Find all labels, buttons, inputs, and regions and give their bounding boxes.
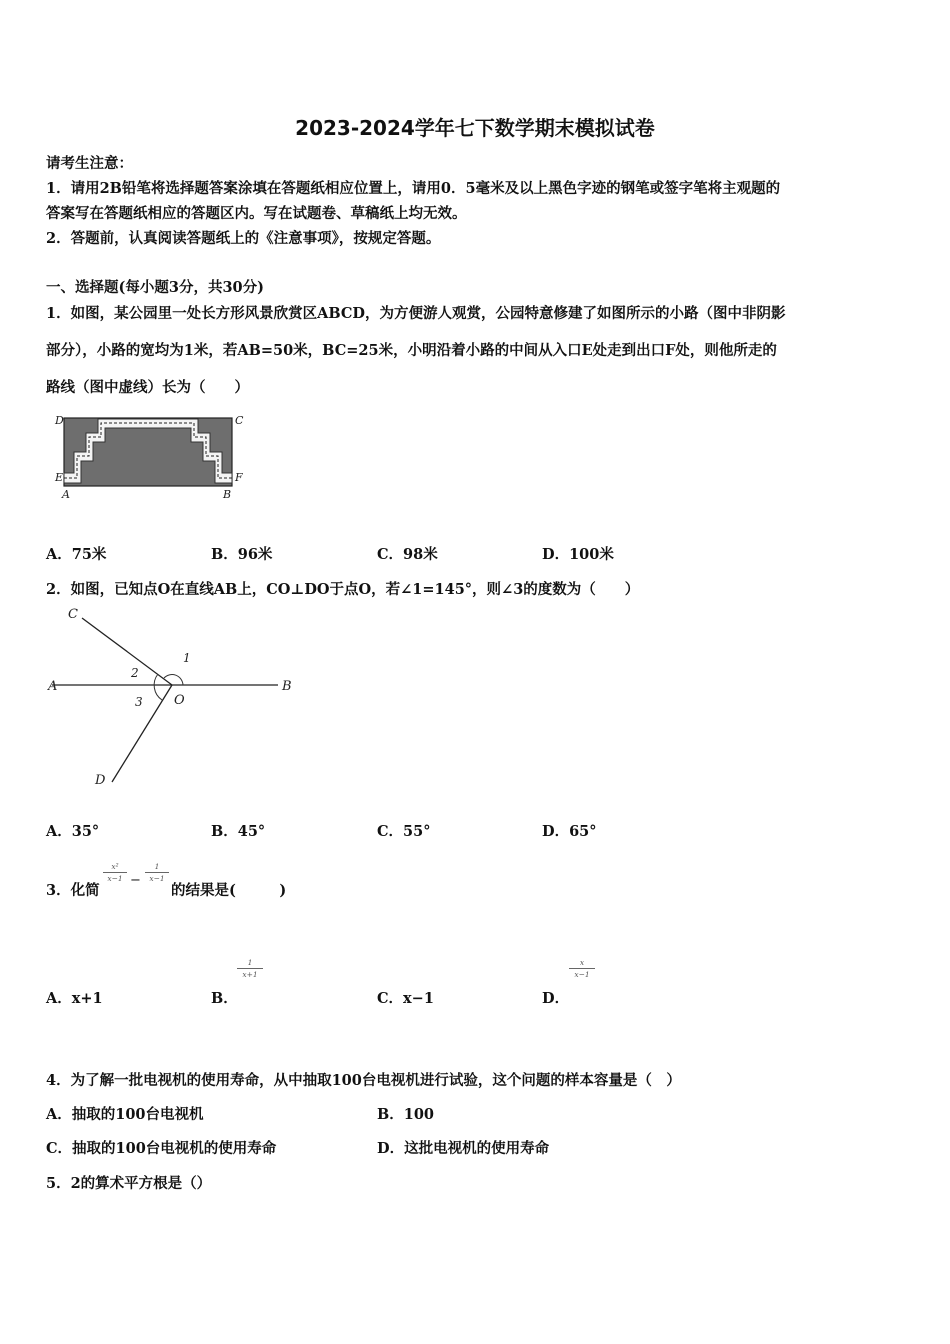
q4-option-b[interactable]: B．100: [377, 1106, 435, 1123]
q1-line-3: 路线（图中虚线）长为（ ）: [46, 379, 249, 396]
q3-optd-den: x−1: [574, 970, 590, 979]
q1-label-F: F: [235, 471, 243, 484]
notice-line-1b: 答案写在答题纸相应的答题区内。写在试题卷、草稿纸上均无效。: [46, 205, 467, 222]
q4-option-c[interactable]: C．抽取的100台电视机的使用寿命: [46, 1140, 277, 1157]
q3-option-a[interactable]: A．x+1: [46, 990, 103, 1007]
q3-fraction-2: [145, 862, 169, 883]
q2-label-O: O: [174, 693, 185, 708]
q2-ray-oc: [82, 618, 172, 685]
q4-text: 4．为了解一批电视机的使用寿命，从中抽取100台电视机进行试验，这个问题的样本容量是（ ）: [46, 1072, 681, 1089]
q2-option-d[interactable]: D．65°: [542, 823, 597, 840]
q2-angle23-arc: [154, 674, 162, 700]
q2-label-C: C: [68, 607, 78, 622]
q1-label-A: A: [62, 488, 70, 501]
q3-minus: −: [130, 873, 141, 888]
q3-option-b[interactable]: B．: [211, 990, 238, 1007]
q2-figure: [44, 600, 304, 790]
q3-frac1-den: x−1: [107, 874, 123, 883]
q2-label-1: 1: [183, 651, 191, 665]
q3-frac2-den: x−1: [149, 874, 165, 883]
q1-label-E: E: [55, 471, 64, 484]
q1-label-D: D: [55, 414, 64, 427]
q2-option-a[interactable]: A．35°: [46, 823, 100, 840]
q4-option-d[interactable]: D．这批电视机的使用寿命: [377, 1140, 550, 1157]
q3-optb-num: 1: [237, 958, 263, 969]
q2-option-c[interactable]: C．55°: [377, 823, 431, 840]
q2-label-B: B: [282, 679, 292, 694]
q2-option-b[interactable]: B．45°: [211, 823, 266, 840]
notice-line-1: 1．请用2B铅笔将选择题答案涂填在答题纸相应位置上，请用0．5毫米及以上黑色字迹的钢笔或签字笔将主观题的: [46, 180, 781, 197]
q1-label-B: B: [223, 488, 232, 501]
q3-fraction-1: [103, 862, 127, 883]
q1-option-a[interactable]: A．75米: [46, 546, 107, 563]
q4-option-a[interactable]: A．抽取的100台电视机: [46, 1106, 204, 1123]
q3-frac2-num: 1: [145, 862, 169, 873]
q2-label-3: 3: [135, 695, 143, 709]
q1-option-c[interactable]: C．98米: [377, 546, 438, 563]
q1-option-d[interactable]: D．100米: [542, 546, 614, 563]
q1-line-2: 部分），小路的宽均为1米，若AB=50米，BC=25米，小明沿着小路的中间从入口E处走到出口F处，则他所走的: [46, 342, 777, 359]
q2-label-2: 2: [131, 666, 139, 680]
q3-suffix: 的结果是( ): [171, 882, 287, 899]
q3-prefix: 3．化简: [46, 882, 100, 899]
q1-figure: [52, 410, 257, 502]
q3-optd-num: x: [569, 958, 595, 969]
q3-option-b-fraction: [237, 958, 263, 979]
q3-option-c[interactable]: C．x−1: [377, 990, 434, 1007]
q2-label-D: D: [95, 773, 106, 788]
q1-line-1: 1．如图，某公园里一处长方形风景欣赏区ABCD，为方便游人观赏，公园特意修建了如图所示的小路（图中非阴影: [46, 305, 786, 322]
q3-option-d[interactable]: D．: [542, 990, 570, 1007]
section-heading: 一、选择题(每小题3分，共30分): [46, 279, 264, 296]
q1-option-b[interactable]: B．96米: [211, 546, 273, 563]
page-title: 2023-2024学年七下数学期末模拟试卷: [295, 116, 655, 140]
notice-heading: 请考生注意：: [46, 155, 133, 172]
q3-frac1-num: x²: [103, 862, 127, 873]
q1-label-C: C: [235, 414, 244, 427]
q3-option-d-fraction: [569, 958, 595, 979]
notice-line-2: 2．答题前，认真阅读答题纸上的《注意事项》，按规定答题。: [46, 230, 441, 247]
q2-text: 2．如图，已知点O在直线AB上，CO⊥DO于点O，若∠1=145°，则∠3的度数为（ ）: [46, 581, 640, 598]
q2-label-A: A: [48, 679, 58, 694]
q5-text: 5．2的算术平方根是（）: [46, 1175, 212, 1192]
q2-angle1-arc: [164, 675, 183, 685]
q3-optb-den: x+1: [242, 970, 258, 979]
